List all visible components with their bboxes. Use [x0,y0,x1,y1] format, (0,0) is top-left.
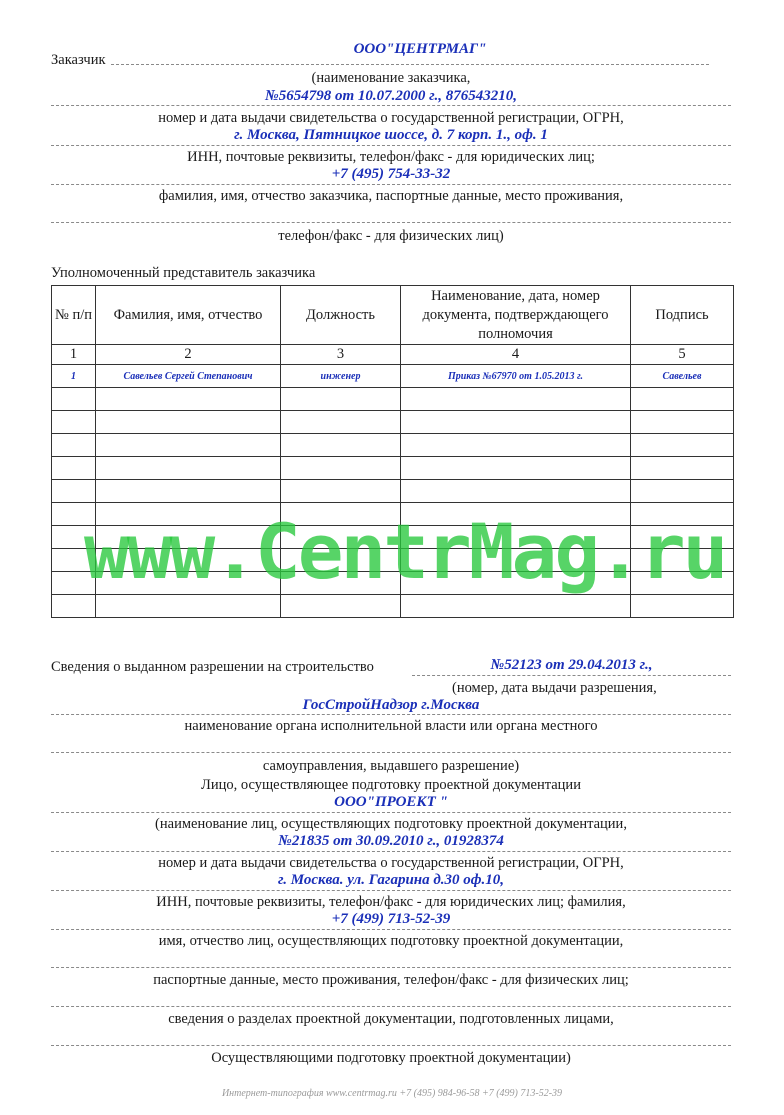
designer-reg-line [51,851,731,852]
colnum-cell: 1 [52,345,96,365]
designer-hint-person: имя, отчество лиц, осуществляющих подготовку проектной документации, [158,933,624,949]
colnum-cell: 4 [401,345,631,365]
permit-authority-line-2 [51,752,731,753]
designer-sections-line [51,1045,731,1046]
customer-phone-line [51,184,731,185]
designer-name-line [51,812,731,813]
representatives-table [51,285,734,618]
table-row[interactable] [52,434,734,457]
designer-reg-field[interactable]: №21835 от 30.09.2010 г., 01928374 [278,833,504,849]
designer-hint-end: Осуществляющими подготовку проектной документации) [211,1050,571,1066]
customer-hint-name: (наименование заказчика, [311,70,471,86]
designer-hint-passport: паспортные данные, место проживания, телефон/факс - для физических лиц; [153,972,629,988]
permit-authority-line [51,714,731,715]
footer-text: Интернет-типография www.centrmag.ru +7 (495) 984-96-58 +7 (499) 713-52-39 [221,1088,563,1099]
permit-number-line [412,675,731,676]
designer-hint-inn: ИНН, почтовые реквизиты, телефон/факс - для юридических лиц; фамилия, [156,894,626,910]
colnum-cell: 2 [96,345,281,365]
header-signature: Подпись [631,286,734,345]
designer-title: Лицо, осуществляющее подготовку проектной документации [201,777,581,793]
table-row[interactable] [52,572,734,595]
customer-reg-line [51,105,731,106]
row-position-cell[interactable]: инженер [281,365,401,388]
table-row[interactable] [52,503,734,526]
customer-name-field[interactable]: ООО"ЦЕНТРМАГ" [353,41,487,57]
permit-number-field[interactable]: №52123 от 29.04.2013 г., [490,657,653,673]
customer-hint-inn: ИНН, почтовые реквизиты, телефон/факс - для юридических лиц; [187,149,595,165]
header-number: № п/п [52,286,96,345]
customer-address-line [51,145,731,146]
designer-phone-field[interactable]: +7 (499) 713-52-39 [331,911,451,927]
table-row[interactable] [52,595,734,618]
table-row[interactable] [52,526,734,549]
permit-authority-field[interactable]: ГосСтройНадзор г.Москва [302,697,480,713]
designer-hint-name: (наименование лиц, осуществляющих подготовку проектной документации, [155,816,627,832]
colnum-cell: 3 [281,345,401,365]
designer-address-field[interactable]: г. Москва. ул. Гагарина д.30 оф.10, [277,872,505,888]
customer-hint-person: фамилия, имя, отчество заказчика, паспортные данные, место проживания, [158,188,624,204]
header-fullname: Фамилия, имя, отчество [96,286,281,345]
permit-hint-self-government: самоуправления, выдавшего разрешение) [262,758,520,774]
permit-hint-number: (номер, дата выдачи разрешения, [452,680,657,696]
table-row [52,365,734,388]
designer-hint-reg: номер и дата выдачи свидетельства о государственной регистрации, ОГРН, [158,855,624,871]
row-signature-cell[interactable]: Савельев [631,365,734,388]
table-row[interactable] [52,411,734,434]
customer-reg-field[interactable]: №5654798 от 10.07.2000 г., 876543210, [265,88,517,104]
table-row[interactable] [52,388,734,411]
row-document-cell[interactable]: Приказ №67970 от 1.05.2013 г. [401,365,631,388]
designer-address-line [51,890,731,891]
customer-hint-phone: телефон/факс - для физических лиц) [278,228,504,244]
designer-hint-sections: сведения о разделах проектной документации, подготовленных лицами, [168,1011,614,1027]
customer-label: Заказчик [51,52,106,68]
customer-address-field[interactable]: г. Москва, Пятницкое шоссе, д. 7 корп. 1., оф. 1 [234,127,548,143]
table-row[interactable] [52,457,734,480]
permit-hint-authority: наименование органа исполнительной власти или органа местного [184,718,598,734]
table-row[interactable] [52,480,734,503]
row-fullname-cell[interactable]: Савельев Сергей Степанович [96,365,281,388]
table-header-row [52,286,734,345]
watermark-text: www.CentrMag.ru [84,507,726,596]
colnum-cell: 5 [631,345,734,365]
header-position: Должность [281,286,401,345]
header-document: Наименование, дата, номер документа, подтверждающего полномочия [401,286,631,345]
customer-name-line [111,64,709,65]
row-number-cell[interactable]: 1 [52,365,96,388]
designer-name-field[interactable]: ООО"ПРОЕКТ " [334,794,448,810]
designer-passport-line [51,1006,731,1007]
designer-person-line [51,967,731,968]
customer-hint-reg: номер и дата выдачи свидетельства о государственной регистрации, ОГРН, [158,110,624,126]
designer-phone-line [51,929,731,930]
customer-person-line [51,222,731,223]
table-row[interactable] [52,549,734,572]
customer-phone-field[interactable]: +7 (495) 754-33-32 [331,166,451,182]
representatives-title: Уполномоченный представитель заказчика [51,265,316,281]
table-colnum-row [52,345,734,365]
permit-label: Сведения о выданном разрешении на строительство [51,659,374,675]
